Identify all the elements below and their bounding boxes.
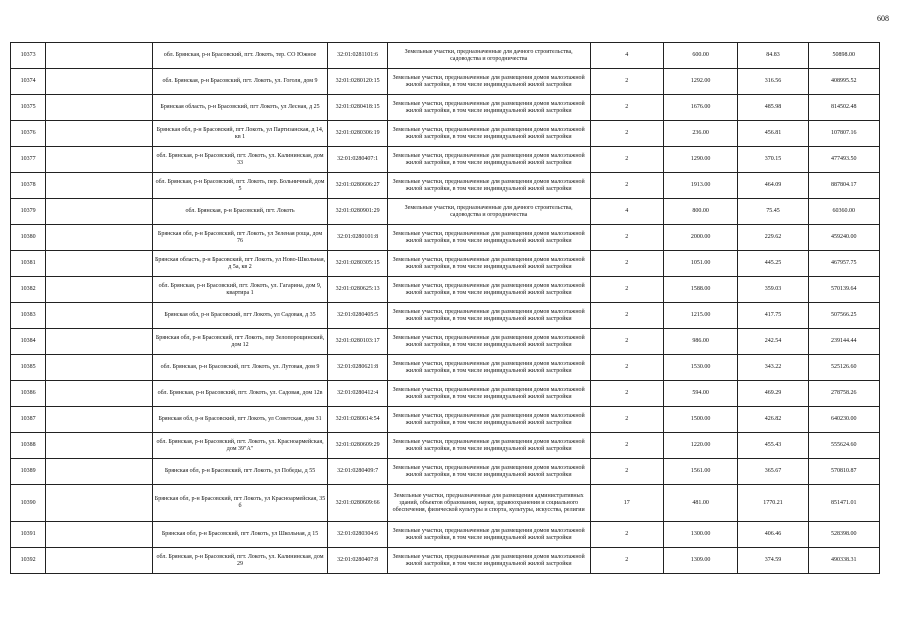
row-cadastral-value-cell: 107807.16 [808,121,879,147]
row-id-cell: 10378 [11,173,46,199]
row-land-use-type-cell: Земельные участки, предназначенные для размещения домов малоэтажной жилой застройки, в том числе индивидуальной жилой застройки [387,522,590,548]
row-id-cell: 10376 [11,121,46,147]
row-empty-cell [46,173,152,199]
row-id-cell: 10380 [11,225,46,251]
table-row [11,43,880,69]
row-rate-cell: 445.25 [738,251,808,277]
row-address-cell: Брянская обл, р-н Брасовский, пгт Локоть, ул Зеленая роща, дом 76 [152,225,328,251]
row-empty-cell [46,69,152,95]
row-zone-cell: 2 [590,147,663,173]
row-rate-cell: 1770.21 [738,485,808,522]
row-zone-cell: 2 [590,433,663,459]
row-cadastral-number-cell: 32:01:0281101:6 [328,43,387,69]
row-land-use-type-cell: Земельные участки, предназначенные для размещения домов малоэтажной жилой застройки, в том числе индивидуальной жилой застройки [387,69,590,95]
row-cadastral-number-cell: 32:01:0280418:15 [328,95,387,121]
row-rate-cell: 365.67 [738,459,808,485]
row-empty-cell [46,407,152,433]
row-id-cell: 10387 [11,407,46,433]
row-id-cell: 10383 [11,303,46,329]
row-empty-cell [46,381,152,407]
table-row [11,303,880,329]
row-land-use-type-cell: Земельные участки, предназначенные для размещения домов малоэтажной жилой застройки, в том числе индивидуальной жилой застройки [387,95,590,121]
row-land-use-type-cell: Земельные участки, предназначенные для размещения домов малоэтажной жилой застройки, в том числе индивидуальной жилой застройки [387,433,590,459]
row-rate-cell: 417.75 [738,303,808,329]
row-cadastral-number-cell: 32:01:0280609:29 [328,433,387,459]
row-area-cell: 800.00 [663,199,737,225]
row-zone-cell: 2 [590,459,663,485]
row-area-cell: 594.00 [663,381,737,407]
table-row [11,381,880,407]
row-empty-cell [46,121,152,147]
row-zone-cell: 2 [590,303,663,329]
row-rate-cell: 316.56 [738,69,808,95]
row-address-cell: Брянская область, р-н Брасовский, пгт Локоть, ул Ново-Школьная, д 5а, кв 2 [152,251,328,277]
row-cadastral-value-cell: 477493.50 [808,147,879,173]
row-cadastral-value-cell: 525126.60 [808,355,879,381]
row-area-cell: 986.00 [663,329,737,355]
row-id-cell: 10377 [11,147,46,173]
row-cadastral-number-cell: 32:01:0280407:1 [328,147,387,173]
row-land-use-type-cell: Земельные участки, предназначенные для размещения домов малоэтажной жилой застройки, в том числе индивидуальной жилой застройки [387,121,590,147]
row-cadastral-number-cell: 32:01:0280120:15 [328,69,387,95]
table-row [11,121,880,147]
row-address-cell: обл. Брянская, р-н Брасовский, пгт. Локоть, тер. СО Южное [152,43,328,69]
row-empty-cell [46,251,152,277]
row-address-cell: Брянская обл, р-н Брасовский, пгт Локоть, ул Советская, дом 31 [152,407,328,433]
table-row [11,225,880,251]
row-id-cell: 10382 [11,277,46,303]
row-area-cell: 600.00 [663,43,737,69]
row-cadastral-value-cell: 278758.26 [808,381,879,407]
row-empty-cell [46,329,152,355]
row-empty-cell [46,433,152,459]
row-land-use-type-cell: Земельные участки, предназначенные для размещения домов малоэтажной жилой застройки, в том числе индивидуальной жилой застройки [387,548,590,574]
row-area-cell: 1215.00 [663,303,737,329]
row-address-cell: обл. Брянская, р-н Брасовский, пгт. Локоть, ул. Калининская, дом 33 [152,147,328,173]
row-land-use-type-cell: Земельные участки, предназначенные для размещения домов малоэтажной жилой застройки, в том числе индивидуальной жилой застройки [387,355,590,381]
row-cadastral-value-cell: 467957.75 [808,251,879,277]
row-id-cell: 10392 [11,548,46,574]
row-empty-cell [46,485,152,522]
row-cadastral-value-cell: 490338.31 [808,548,879,574]
row-zone-cell: 2 [590,95,663,121]
row-address-cell: Брянская обл, р-н Брасовский, пгт Локоть, пер Зелопорощинский, дом 12 [152,329,328,355]
row-land-use-type-cell: Земельные участки, предназначенные для размещения домов малоэтажной жилой застройки, в том числе индивидуальной жилой застройки [387,407,590,433]
row-cadastral-value-cell: 60360.00 [808,199,879,225]
row-cadastral-number-cell: 32:01:0280621:8 [328,355,387,381]
row-address-cell: обл. Брянская, р-н Брасовский, пгт. Локоть, ул. Калининская, дом 29 [152,548,328,574]
table-row [11,485,880,522]
row-cadastral-number-cell: 32:01:0280305:15 [328,251,387,277]
row-zone-cell: 2 [590,522,663,548]
row-area-cell: 481.00 [663,485,737,522]
row-address-cell: обл. Брянская, р-н Брасовский, пгт. Локоть, ул. Гагарина, дом 9, квартира 1 [152,277,328,303]
row-id-cell: 10381 [11,251,46,277]
row-rate-cell: 455.43 [738,433,808,459]
row-empty-cell [46,147,152,173]
row-area-cell: 1561.00 [663,459,737,485]
row-address-cell: обл. Брянская, р-н Брасовский, пгт. Локоть, пер. Больничный, дом 5 [152,173,328,199]
table-row [11,69,880,95]
row-id-cell: 10384 [11,329,46,355]
row-cadastral-value-cell: 570139.64 [808,277,879,303]
row-cadastral-value-cell: 528398.00 [808,522,879,548]
row-id-cell: 10373 [11,43,46,69]
row-area-cell: 1676.00 [663,95,737,121]
row-cadastral-value-cell: 851471.01 [808,485,879,522]
row-land-use-type-cell: Земельные участки, предназначенные для размещения домов малоэтажной жилой застройки, в том числе индивидуальной жилой застройки [387,329,590,355]
row-empty-cell [46,303,152,329]
row-zone-cell: 2 [590,548,663,574]
row-area-cell: 2000.00 [663,225,737,251]
row-cadastral-value-cell: 887804.17 [808,173,879,199]
table-row [11,433,880,459]
row-zone-cell: 2 [590,355,663,381]
row-cadastral-number-cell: 32:01:0280304:6 [328,522,387,548]
row-empty-cell [46,548,152,574]
row-rate-cell: 374.59 [738,548,808,574]
row-rate-cell: 456.81 [738,121,808,147]
row-rate-cell: 485.98 [738,95,808,121]
row-area-cell: 1913.00 [663,173,737,199]
row-land-use-type-cell: Земельные участки, предназначенные для размещения домов малоэтажной жилой застройки, в том числе индивидуальной жилой застройки [387,303,590,329]
row-rate-cell: 242.54 [738,329,808,355]
row-rate-cell: 359.03 [738,277,808,303]
row-cadastral-number-cell: 32:01:0280306:19 [328,121,387,147]
page-number: 608 [877,14,889,23]
row-zone-cell: 2 [590,381,663,407]
row-rate-cell: 406.46 [738,522,808,548]
row-cadastral-value-cell: 507566.25 [808,303,879,329]
row-land-use-type-cell: Земельные участки, предназначенные для размещения домов малоэтажной жилой застройки, в том числе индивидуальной жилой застройки [387,173,590,199]
row-zone-cell: 2 [590,251,663,277]
row-id-cell: 10389 [11,459,46,485]
table-row [11,407,880,433]
table-row [11,173,880,199]
row-area-cell: 1530.00 [663,355,737,381]
row-land-use-type-cell: Земельные участки, предназначенные для размещения домов малоэтажной жилой застройки, в том числе индивидуальной жилой застройки [387,277,590,303]
row-empty-cell [46,199,152,225]
row-zone-cell: 2 [590,69,663,95]
row-rate-cell: 84.83 [738,43,808,69]
row-cadastral-number-cell: 32:01:0280901:29 [328,199,387,225]
row-area-cell: 1309.00 [663,548,737,574]
table-row [11,199,880,225]
row-land-use-type-cell: Земельные участки, предназначенные для размещения домов малоэтажной жилой застройки, в том числе индивидуальной жилой застройки [387,225,590,251]
row-land-use-type-cell: Земельные участки, предназначенные для дачного строительства, садоводства и огородничества [387,199,590,225]
row-id-cell: 10390 [11,485,46,522]
row-area-cell: 1500.00 [663,407,737,433]
row-address-cell: Брянская обл, р-н Брасовский, пгт Локоть, ул Партизанская, д 14, кв 1 [152,121,328,147]
row-land-use-type-cell: Земельные участки, предназначенные для размещения административных зданий, объектов образования, науки, здравоохранения и социального обеспечения, физической культуры и спорта, культуры, искусства, религии [387,485,590,522]
row-address-cell: Брянская обл, р-н Брасовский, пгт Локоть, ул Красноармейская, 35 б [152,485,328,522]
table-row [11,459,880,485]
row-rate-cell: 469.29 [738,381,808,407]
row-cadastral-value-cell: 50898.00 [808,43,879,69]
row-cadastral-value-cell: 570810.87 [808,459,879,485]
row-zone-cell: 2 [590,407,663,433]
table-row [11,95,880,121]
row-rate-cell: 229.62 [738,225,808,251]
row-address-cell: Брянская область, р-н Брасовский, пгт Локоть, ул Лесная, д 25 [152,95,328,121]
table-row [11,277,880,303]
row-zone-cell: 2 [590,121,663,147]
row-address-cell: обл. Брянская, р-н Брасовский, пгт. Локоть, ул. Садовая, дом 12в [152,381,328,407]
row-cadastral-value-cell: 640230.00 [808,407,879,433]
row-empty-cell [46,355,152,381]
row-address-cell: Брянская обл, р-н Брасовский, пгт Локоть, ул Победы, д 55 [152,459,328,485]
row-land-use-type-cell: Земельные участки, предназначенные для размещения домов малоэтажной жилой застройки, в том числе индивидуальной жилой застройки [387,459,590,485]
row-area-cell: 1588.00 [663,277,737,303]
row-id-cell: 10379 [11,199,46,225]
row-rate-cell: 75.45 [738,199,808,225]
row-zone-cell: 2 [590,225,663,251]
table-row [11,548,880,574]
table-row [11,522,880,548]
row-zone-cell: 2 [590,277,663,303]
row-area-cell: 1300.00 [663,522,737,548]
row-cadastral-value-cell: 555624.60 [808,433,879,459]
row-empty-cell [46,459,152,485]
row-empty-cell [46,225,152,251]
row-empty-cell [46,95,152,121]
row-cadastral-value-cell: 459240.00 [808,225,879,251]
row-area-cell: 1051.00 [663,251,737,277]
row-rate-cell: 370.15 [738,147,808,173]
row-area-cell: 1290.00 [663,147,737,173]
row-land-use-type-cell: Земельные участки, предназначенные для размещения домов малоэтажной жилой застройки, в том числе индивидуальной жилой застройки [387,381,590,407]
row-cadastral-number-cell: 32:01:0280409:7 [328,459,387,485]
row-zone-cell: 4 [590,43,663,69]
row-cadastral-number-cell: 32:01:0280606:27 [328,173,387,199]
row-rate-cell: 426.82 [738,407,808,433]
row-address-cell: Брянская обл, р-н Брасовский, пгт Локоть, ул Школьная, д 15 [152,522,328,548]
row-cadastral-number-cell: 32:01:0280407:8 [328,548,387,574]
row-id-cell: 10375 [11,95,46,121]
row-cadastral-number-cell: 32:01:0280614:54 [328,407,387,433]
row-cadastral-number-cell: 32:01:0280412:4 [328,381,387,407]
land-parcel-table [10,42,880,574]
row-cadastral-number-cell: 32:01:0280609:66 [328,485,387,522]
row-id-cell: 10386 [11,381,46,407]
row-address-cell: обл. Брянская, р-н Брасовский, пгт. Локоть [152,199,328,225]
table-row [11,147,880,173]
row-area-cell: 236.00 [663,121,737,147]
row-id-cell: 10374 [11,69,46,95]
row-land-use-type-cell: Земельные участки, предназначенные для дачного строительства, садоводства и огородничества [387,43,590,69]
row-empty-cell [46,43,152,69]
table-row [11,251,880,277]
row-address-cell: обл. Брянская, р-н Брасовский, пгт. Локоть, ул. Красноармейская, дом 39"А" [152,433,328,459]
row-cadastral-number-cell: 32:01:0280405:5 [328,303,387,329]
row-land-use-type-cell: Земельные участки, предназначенные для размещения домов малоэтажной жилой застройки, в том числе индивидуальной жилой застройки [387,251,590,277]
row-cadastral-value-cell: 814502.48 [808,95,879,121]
row-rate-cell: 464.09 [738,173,808,199]
row-address-cell: обл. Брянская, р-н Брасовский, пгт. Локоть, ул. Гоголя, дом 9 [152,69,328,95]
row-zone-cell: 2 [590,173,663,199]
row-cadastral-number-cell: 32:01:0280625:13 [328,277,387,303]
row-area-cell: 1220.00 [663,433,737,459]
row-rate-cell: 343.22 [738,355,808,381]
row-id-cell: 10388 [11,433,46,459]
row-id-cell: 10385 [11,355,46,381]
table-row [11,355,880,381]
row-zone-cell: 4 [590,199,663,225]
row-cadastral-value-cell: 408995.52 [808,69,879,95]
row-address-cell: Брянская обл, р-н Брасовский, пгт Локоть, ул Садовая, д 35 [152,303,328,329]
row-cadastral-value-cell: 239144.44 [808,329,879,355]
row-zone-cell: 2 [590,329,663,355]
row-empty-cell [46,277,152,303]
row-cadastral-number-cell: 32:01:0280101:8 [328,225,387,251]
row-zone-cell: 17 [590,485,663,522]
row-cadastral-number-cell: 32:01:0280103:17 [328,329,387,355]
row-empty-cell [46,522,152,548]
table-row [11,329,880,355]
row-id-cell: 10391 [11,522,46,548]
table-body [11,43,880,574]
row-area-cell: 1292.00 [663,69,737,95]
row-land-use-type-cell: Земельные участки, предназначенные для размещения домов малоэтажной жилой застройки, в том числе индивидуальной жилой застройки [387,147,590,173]
row-address-cell: обл. Брянская, р-н Брасовский, пгт. Локоть, ул. Лутовая, дом 9 [152,355,328,381]
